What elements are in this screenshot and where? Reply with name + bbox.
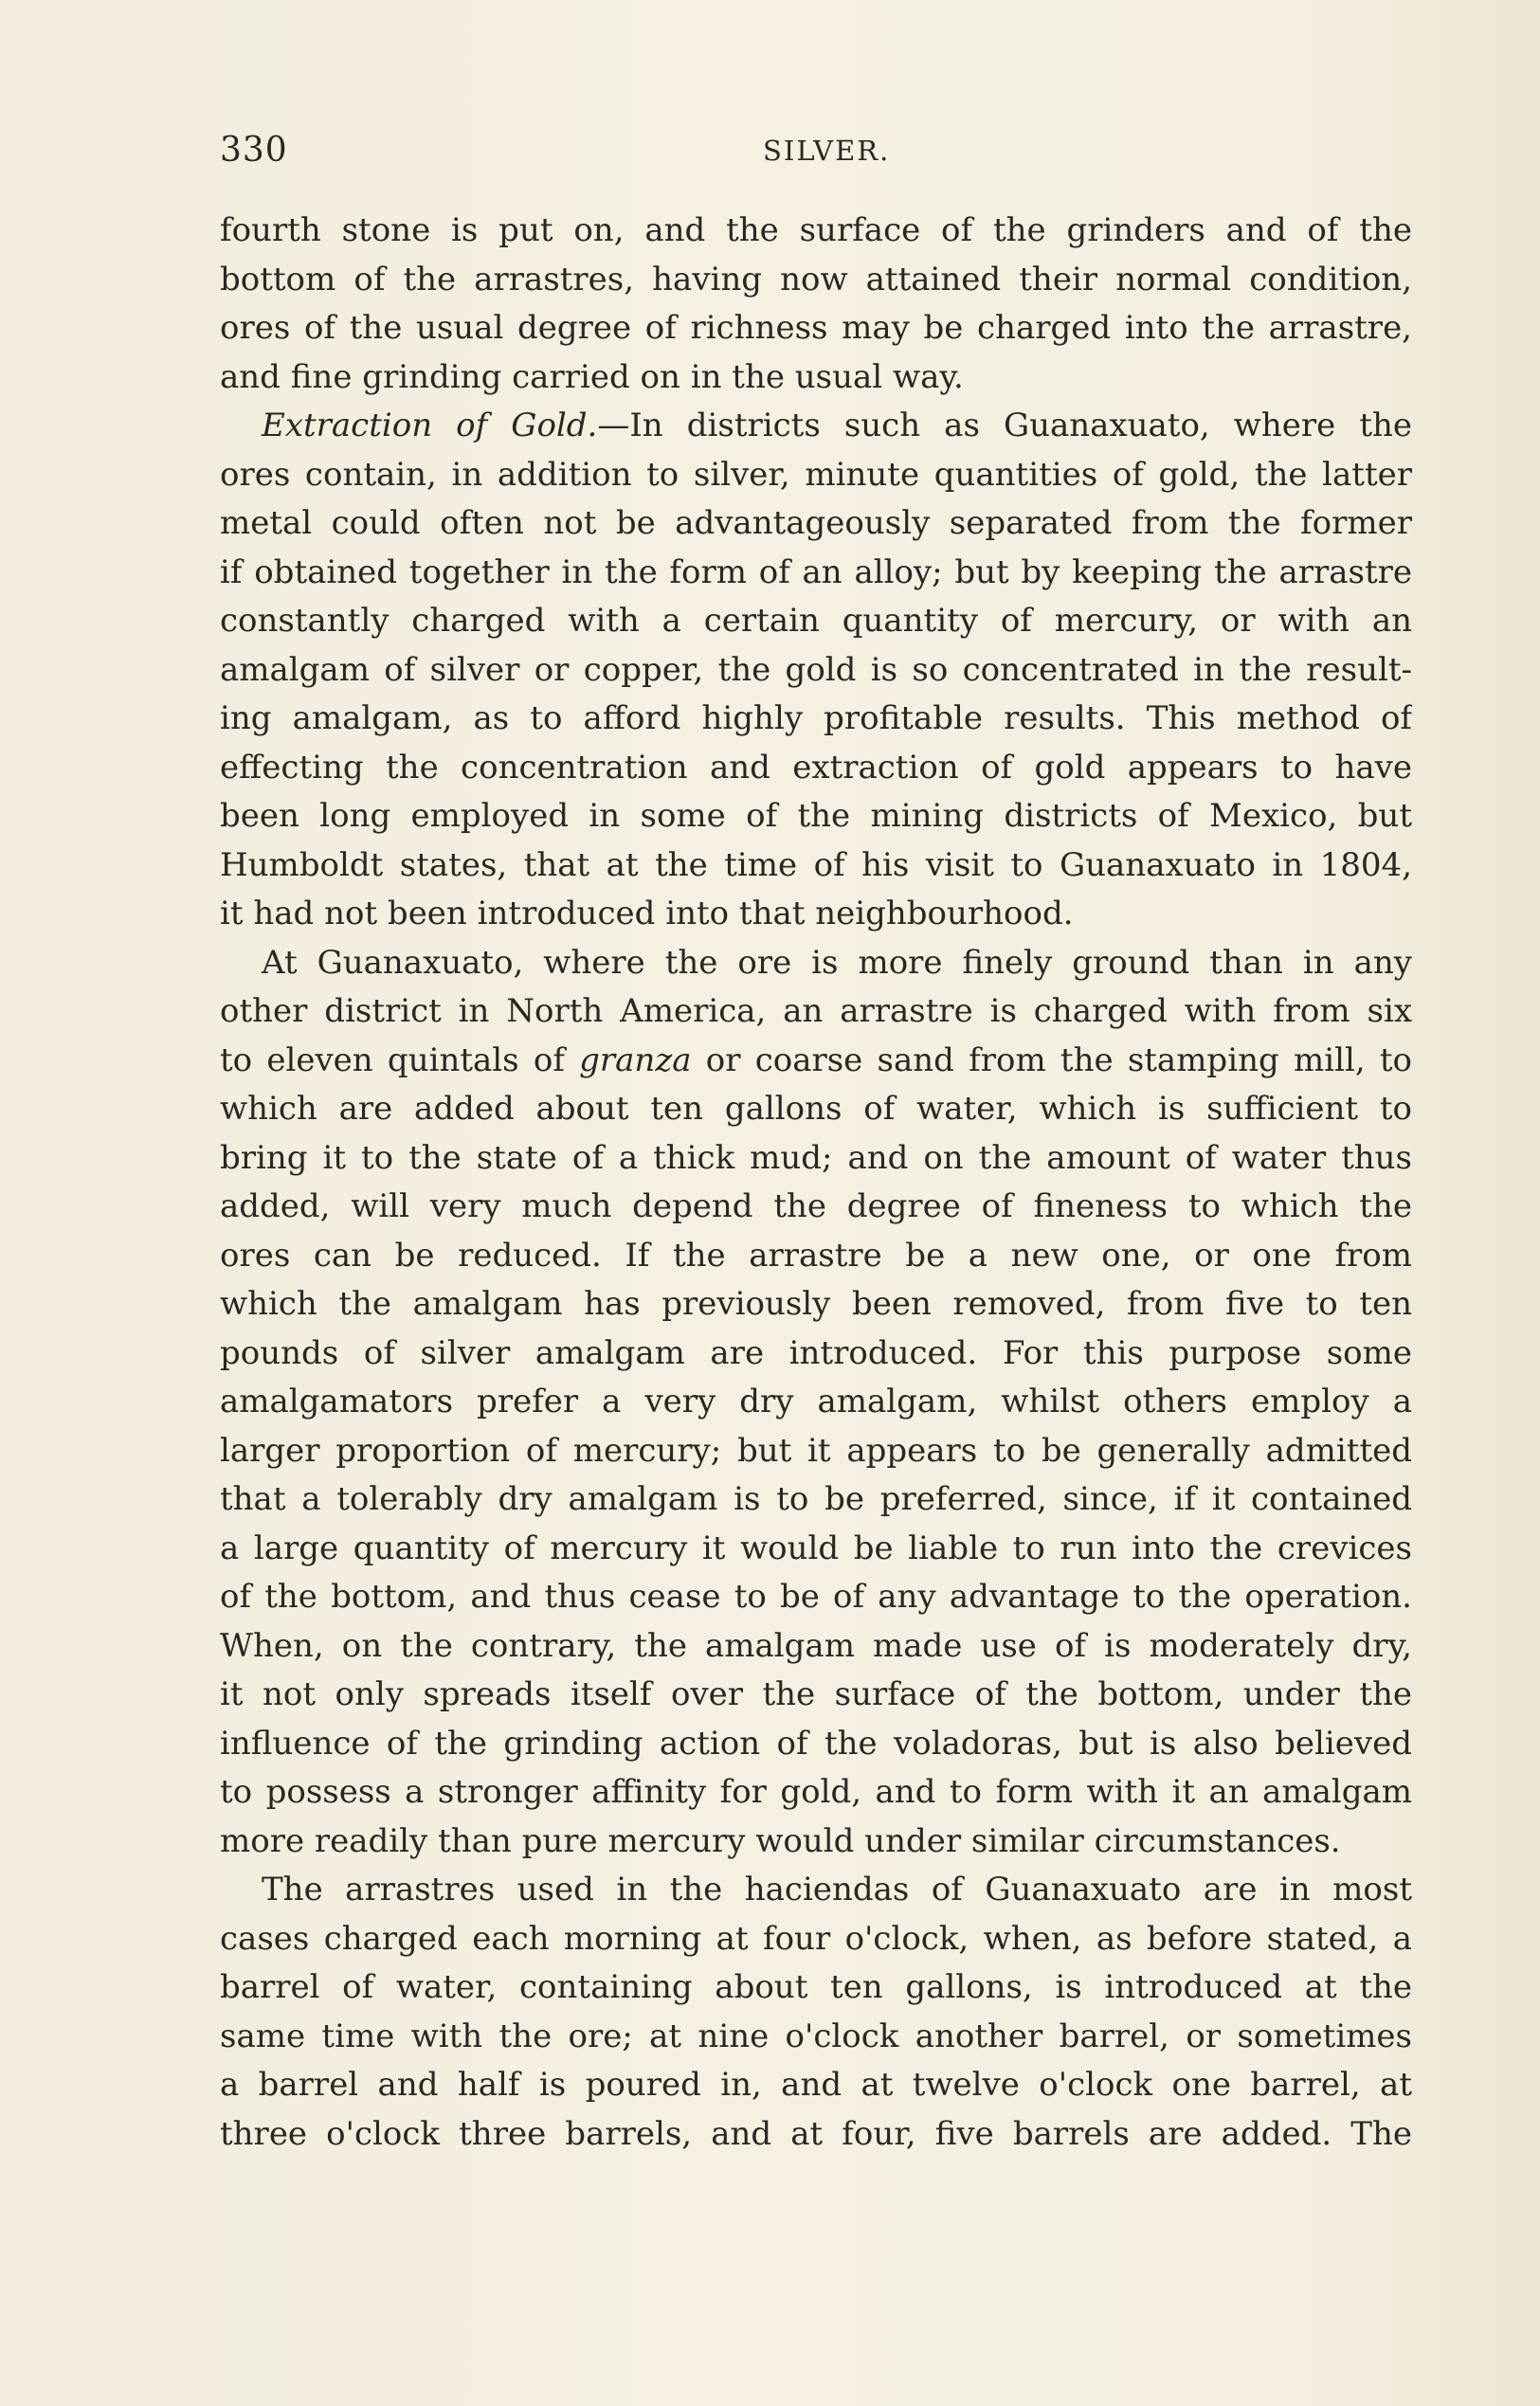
text-line: bottom of the arrastres, having now attained their normal condition, bbox=[220, 260, 1412, 298]
text-line: ores can be reduced. If the arrastre be a new one, or one from bbox=[220, 1236, 1412, 1275]
text-line: influence of the grinding action of the voladoras, but is also believed bbox=[220, 1724, 1412, 1763]
page-number: 330 bbox=[220, 131, 288, 170]
text-line: barrel of water, containing about ten gallons, is introduced at the bbox=[220, 1968, 1412, 2006]
text-fragment: —In districts such as Guanaxuato, where the bbox=[597, 407, 1412, 444]
body-text bbox=[220, 207, 1412, 2159]
text-line: ores of the usual degree of richness may be charged into the arrastre, bbox=[220, 309, 1412, 347]
text-line: it not only spreads itself over the surface of the bottom, under the bbox=[220, 1675, 1412, 1713]
text-fragment: or coarse sand from the stamping mill, to bbox=[691, 1040, 1412, 1079]
text-line: amalgam of silver or copper, the gold is so concentrated in the result- bbox=[220, 650, 1412, 689]
text-line: to possess a stronger affinity for gold, and to form with it an amalgam bbox=[220, 1773, 1412, 1811]
text-line-granza bbox=[220, 1037, 1412, 1086]
running-head: SILVER. bbox=[763, 135, 891, 167]
text-line: bring it to the state of a thick mud; and on the amount of water thus bbox=[220, 1138, 1412, 1177]
text-line: When, on the contrary, the amalgam made use of is moderately dry, bbox=[220, 1626, 1412, 1665]
text-line: larger proportion of mercury; but it appears to be generally admitted bbox=[220, 1431, 1412, 1470]
text-line: other district in North America, an arrastre is charged with from six bbox=[220, 992, 1412, 1030]
text-line: added, will very much depend the degree of fineness to which the bbox=[220, 1187, 1412, 1225]
text-line: if obtained together in the form of an alloy; but by keeping the arrastre bbox=[220, 552, 1412, 591]
text-line: been long employed in some of the mining districts of Mexico, but bbox=[220, 797, 1412, 835]
text-line: cases charged each morning at four o'clock, when, as before stated, a bbox=[220, 1919, 1412, 1958]
text-line: of the bottom, and thus cease to be of any advantage to the operation. bbox=[220, 1578, 1412, 1616]
section-heading: Extraction of Gold. bbox=[262, 407, 598, 444]
page-header bbox=[220, 131, 1412, 178]
text-line: three o'clock three barrels, and at four, five barrels are added. The bbox=[220, 2114, 1412, 2153]
text-line: and fine grinding carried on in the usual way. bbox=[220, 357, 964, 396]
text-line: fourth stone is put on, and the surface of the grinders and of the bbox=[220, 211, 1412, 249]
text-line: effecting the concentration and extraction of gold appears to have bbox=[220, 748, 1412, 787]
text-line: that a tolerably dry amalgam is to be preferred, since, if it contained bbox=[220, 1480, 1412, 1518]
text-line: same time with the ore; at nine o'clock another barrel, or sometimes bbox=[220, 2017, 1412, 2055]
text-line: At Guanaxuato, where the ore is more finely ground than in any bbox=[262, 943, 1412, 982]
text-line: pounds of silver amalgam are introduced. For this purpose some bbox=[220, 1333, 1412, 1372]
text-fragment: to eleven quintals of bbox=[220, 1040, 565, 1079]
text-line: ing amalgam, as to afford highly profitable results. This method of bbox=[220, 699, 1412, 737]
text-line: which the amalgam has previously been removed, from five to ten bbox=[220, 1285, 1412, 1323]
text-line: it had not been introduced into that neighbourhood. bbox=[220, 895, 1074, 932]
text-line: ores contain, in addition to silver, minute quantities of gold, the latter bbox=[220, 455, 1412, 494]
text-line: a barrel and half is poured in, and at twelve o'clock one barrel, at bbox=[220, 2066, 1412, 2104]
text-line: Humboldt states, that at the time of his visit to Guanaxuato in 1804, bbox=[220, 845, 1412, 884]
text-line: The arrastres used in the haciendas of Guanaxuato are in most bbox=[262, 1871, 1412, 1909]
text-line: constantly charged with a certain quantity of mercury, or with an bbox=[220, 602, 1412, 640]
italic-term: granza bbox=[579, 1040, 692, 1079]
section-heading-line bbox=[220, 402, 1412, 451]
text-line: a large quantity of mercury it would be liable to run into the crevices bbox=[220, 1529, 1412, 1567]
text-line: which are added about ten gallons of water, which is sufficient to bbox=[220, 1090, 1412, 1128]
text-line: more readily than pure mercury would under similar circumstances. bbox=[220, 1821, 1341, 1860]
text-line: metal could often not be advantageously separated from the former bbox=[220, 504, 1412, 542]
text-line: amalgamators prefer a very dry amalgam, whilst others employ a bbox=[220, 1383, 1412, 1420]
